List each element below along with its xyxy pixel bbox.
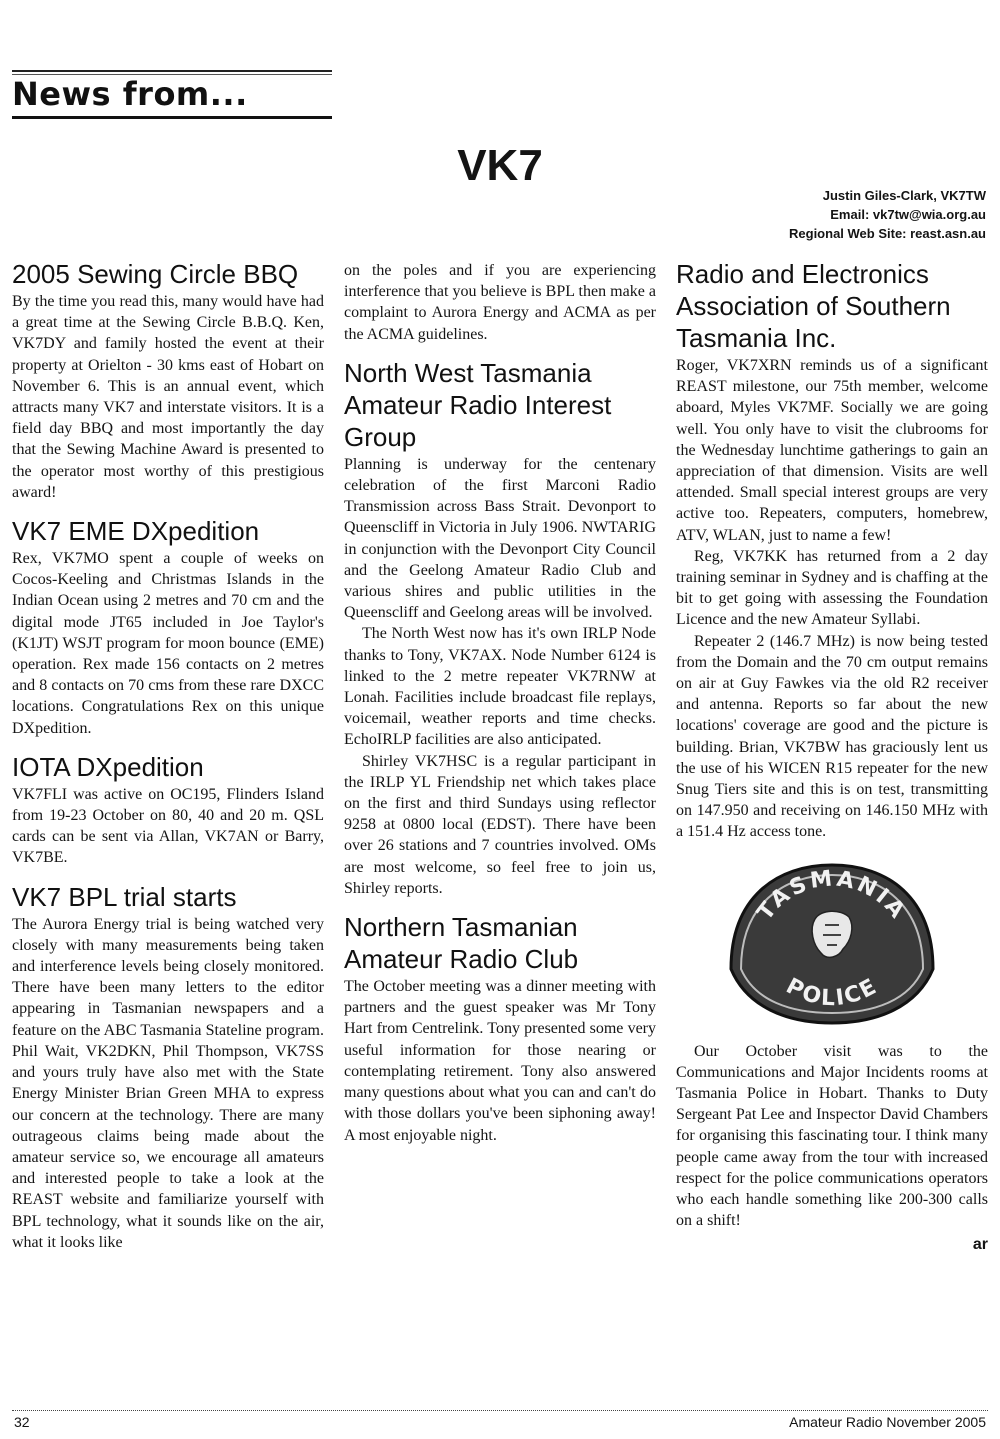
column-2: [344, 260, 656, 1146]
footer-rule: [12, 1410, 988, 1411]
article-text-nwtarig-2: The North West now has it's own IRLP Node thanks to Tony, VK7AX. Node Number 6124 is linked to the 2 metre repeater VK7RNW at Lonah. Facilities include broadcast file replays, voicemail, weather reports and time checks. EchoIRLP facilities are also anticipated.: [344, 625, 656, 749]
article-text-ntarc: The October meeting was a dinner meeting with partners and the guest speaker was Mr Tony Hart from Centrelink. Tony presented some very useful information for those nearing or contemplating retirement. Tony also answered many questions about what you can and can't do with those dollars you've been siphoning away! A most enjoyable night.: [344, 978, 656, 1144]
section-title: News from...: [12, 75, 248, 113]
author-email: Email: vk7tw@wia.org.au: [830, 207, 986, 222]
article-text-nwtarig-1: Planning is underway for the centenary celebration of the first Marconi Radio Transmission across Bass Strait. Devonport to Queenscliff in Victoria in July 1906. NWTARIG in conjunction with the Devonport City Council and the Geelong Amateur Radio Club and various shires and public utilities in the Queenscliff and Geelong areas will be involved.: [344, 455, 656, 622]
column-1: [12, 258, 324, 1253]
article-heading-bpl: VK7 BPL trial starts: [12, 881, 237, 912]
section-title-underline: [12, 116, 332, 119]
header-rule-top: [12, 70, 332, 72]
article-text-bpl: The Aurora Energy trial is being watched very closely with many measurements being taken and interference levels being closely monitored. There have been many letters to the editor appearing in Tasmanian newspapers and a feature on the ABC Tasmania Stateline program. Phil Wait, VK2DKN, Phil Thompson, VK7SS and yours truly have also met with the State Energy Minister Brian Green MHA to express our concern at the technology. There are many outrageous claims being made about the amateur service so, we encourage all amateurs and interested people to take a look at the REAST website and familiarize yourself with BPL technology, what it sounds like on the air, what it looks like: [12, 915, 324, 1251]
byline: [789, 186, 986, 243]
police-badge-icon: [717, 857, 947, 1029]
article-text-reast-1: Roger, VK7XRN reminds us of a significant REAST milestone, our 75th member, welcome aboard, Myles VK7MF. Socially we are going well. You only have to visit the clubrooms for the Wednesday lunchtime gatherings to gain an appreciation of that dimension. Visits are well attended. Small special interest groups are very active too. Repeaters, computers, homebrew, ATV, WLAN, just to name a few!: [676, 357, 988, 544]
signoff: ar: [972, 1235, 988, 1253]
page-title: VK7: [457, 141, 543, 190]
article-text-iota: VK7FLI was active on OC195, Flinders Island from 19-23 October on 80, 40 and 20 m. QSL cards can be sent via Allan, VK7AN or Barry, VK7BE.: [12, 785, 324, 867]
article-text-reast-3: Repeater 2 (146.7 MHz) is now being tested from the Domain and the 70 cm output remains on air at Guy Fawkes via the old R2 receiver and antenna. Reports so far about the new locations' coverage are good and the picture is building. Brian, VK7BW has graciously lent us the use of his WICEN R15 repeater for the new Snug Tiers site and this is on test, transmitting on 147.950 and receiving on 146.150 MHz with a 151.4 Hz access tone.: [676, 632, 988, 841]
magazine-issue: Amateur Radio November 2005: [789, 1414, 986, 1430]
article-heading-reast: Radio and Electronics Association of Southern Tasmania Inc.: [676, 259, 951, 353]
article-heading-iota: IOTA DXpedition: [12, 751, 204, 782]
article-text-reast-4: Our October visit was to the Communications and Major Incidents rooms at Tasmania Police in Hobart. Thanks to Duty Sergeant Pat Lee and Inspector David Chambers for organising this fascinating tour. I think many people came away from the tour with increased respect for the police communications operators who each handle something like 200-300 calls on a shift!: [676, 1042, 988, 1230]
regional-website: Regional Web Site: reast.asn.au: [789, 226, 986, 241]
article-heading-sewing: 2005 Sewing Circle BBQ: [12, 259, 299, 289]
article-heading-ntarc: Northern Tasmanian Amateur Radio Club: [344, 912, 579, 975]
article-text-nwtarig-3: Shirley VK7HSC is a regular participant in the IRLP YL Friendship net which takes place on the first and third Sundays using reflector 9258 at 0800 local (EDST). There have been over 26 stations and 7 countries involved. OMs are most welcome, so feel free to join us, Shirley reports.: [344, 752, 656, 897]
article-text-reast-2: Reg, VK7KK has returned from a 2 day training seminar in Sydney and is chaffing at the bit to get going with assessing the Foundation Licence and the new Amateur Syllabi.: [676, 547, 988, 629]
author-name: Justin Giles-Clark, VK7TW: [822, 188, 986, 203]
article-heading-eme: VK7 EME DXpedition: [12, 516, 260, 547]
article-heading-nwtarig: North West Tasmania Amateur Radio Interest Group: [344, 357, 612, 452]
badge-text-bottom: POLICE: [781, 973, 883, 1011]
tasmania-police-badge: [676, 857, 988, 1029]
page-number: 32: [14, 1414, 30, 1430]
article-text-eme: Rex, VK7MO spent a couple of weeks on Cocos-Keeling and Christmas Islands in the Indian Ocean using 2 metres and 70 cm and the digital mode JT65 included in Joe Taylor's (K1JT) WSJT program for moon bounce (EME) operation. Rex made 156 contacts on 2 metres and 8 contacts on 70 cms from these rare DXCC locations. Congratulations Rex on this unique DXpedition.: [12, 550, 324, 737]
article-text-sewing: By the time you read this, many would have had a great time at the Sewing Circle B.B.Q. Ken, VK7DY and family hosted the event at their property at Orielton - 30 kms east of Hobart on November 6. This is an annual event, which attracts many VK7 and interstate visitors. It is a field day BBQ and most importantly the day that the Sewing Machine Award is presented to the operator most worthy of this prestigious award!: [12, 293, 324, 501]
article-text-bpl-continued: on the poles and if you are experiencing interference that you believe is BPL then make a complaint to Aurora Energy and ACMA as per the ACMA guidelines.: [344, 262, 656, 343]
column-3: [676, 258, 988, 1254]
badge-text-top: TASMANIA: [752, 865, 912, 925]
